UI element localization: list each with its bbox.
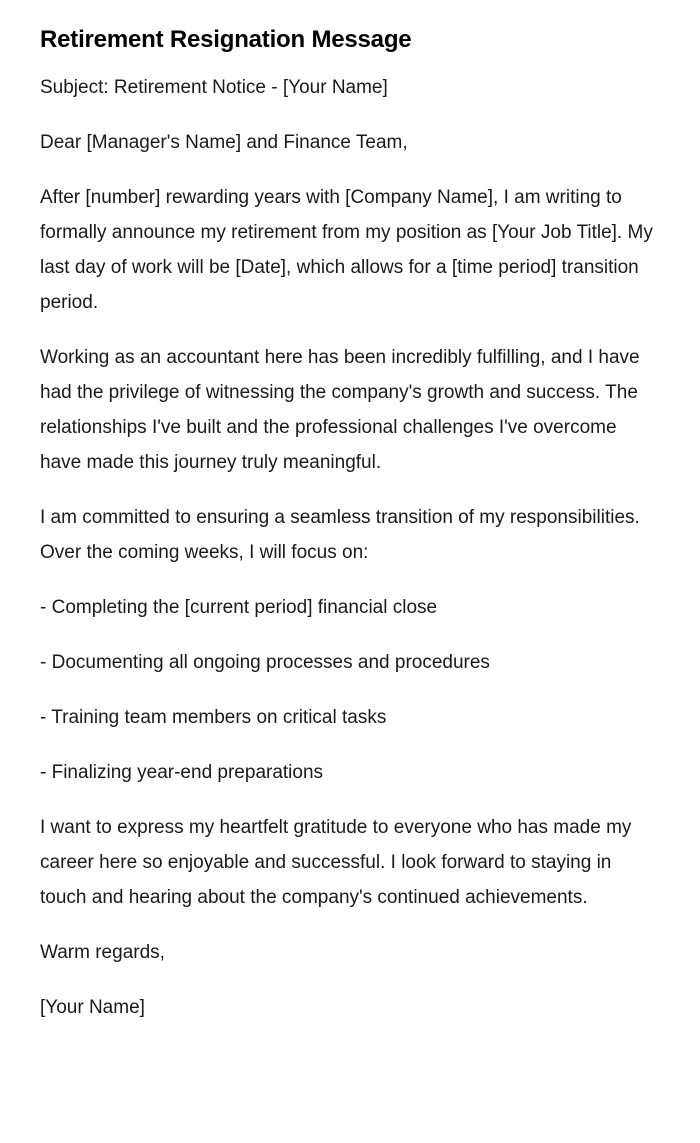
- task-item: - Documenting all ongoing processes and procedures: [40, 652, 490, 673]
- signature: [Your Name]: [40, 997, 145, 1018]
- sign-off: Warm regards,: [40, 942, 165, 963]
- subject-line: Subject: Retirement Notice - [Your Name]: [40, 77, 388, 98]
- task-item: - Completing the [current period] financial close: [40, 597, 438, 618]
- task-item: - Training team members on critical tasks: [40, 707, 387, 728]
- body-paragraph-intro: After [number] rewarding years with [Company Name], I am writing to formally announce my retirement from my position as [Your Job Title]. My last day of work will be [Date], which allows for a [time period] transition period.: [40, 187, 653, 313]
- document-title: Retirement Resignation Message: [40, 26, 412, 53]
- body-paragraph-transition: I am committed to ensuring a seamless transition of my responsibilities. Over the coming weeks, I will focus on:: [40, 507, 640, 563]
- closing-paragraph: I want to express my heartfelt gratitude to everyone who has made my career here so enjoyable and successful. I look forward to staying in touch and hearing about the company's continued achievements.: [40, 817, 632, 908]
- task-item: - Finalizing year-end preparations: [40, 762, 324, 783]
- body-paragraph-experience: Working as an accountant here has been incredibly fulfilling, and I have had the privilege of witnessing the company's growth and success. The relationships I've built and the professional challenges I've overcome have made this journey truly meaningful.: [40, 347, 640, 473]
- salutation: Dear [Manager's Name] and Finance Team,: [40, 132, 408, 153]
